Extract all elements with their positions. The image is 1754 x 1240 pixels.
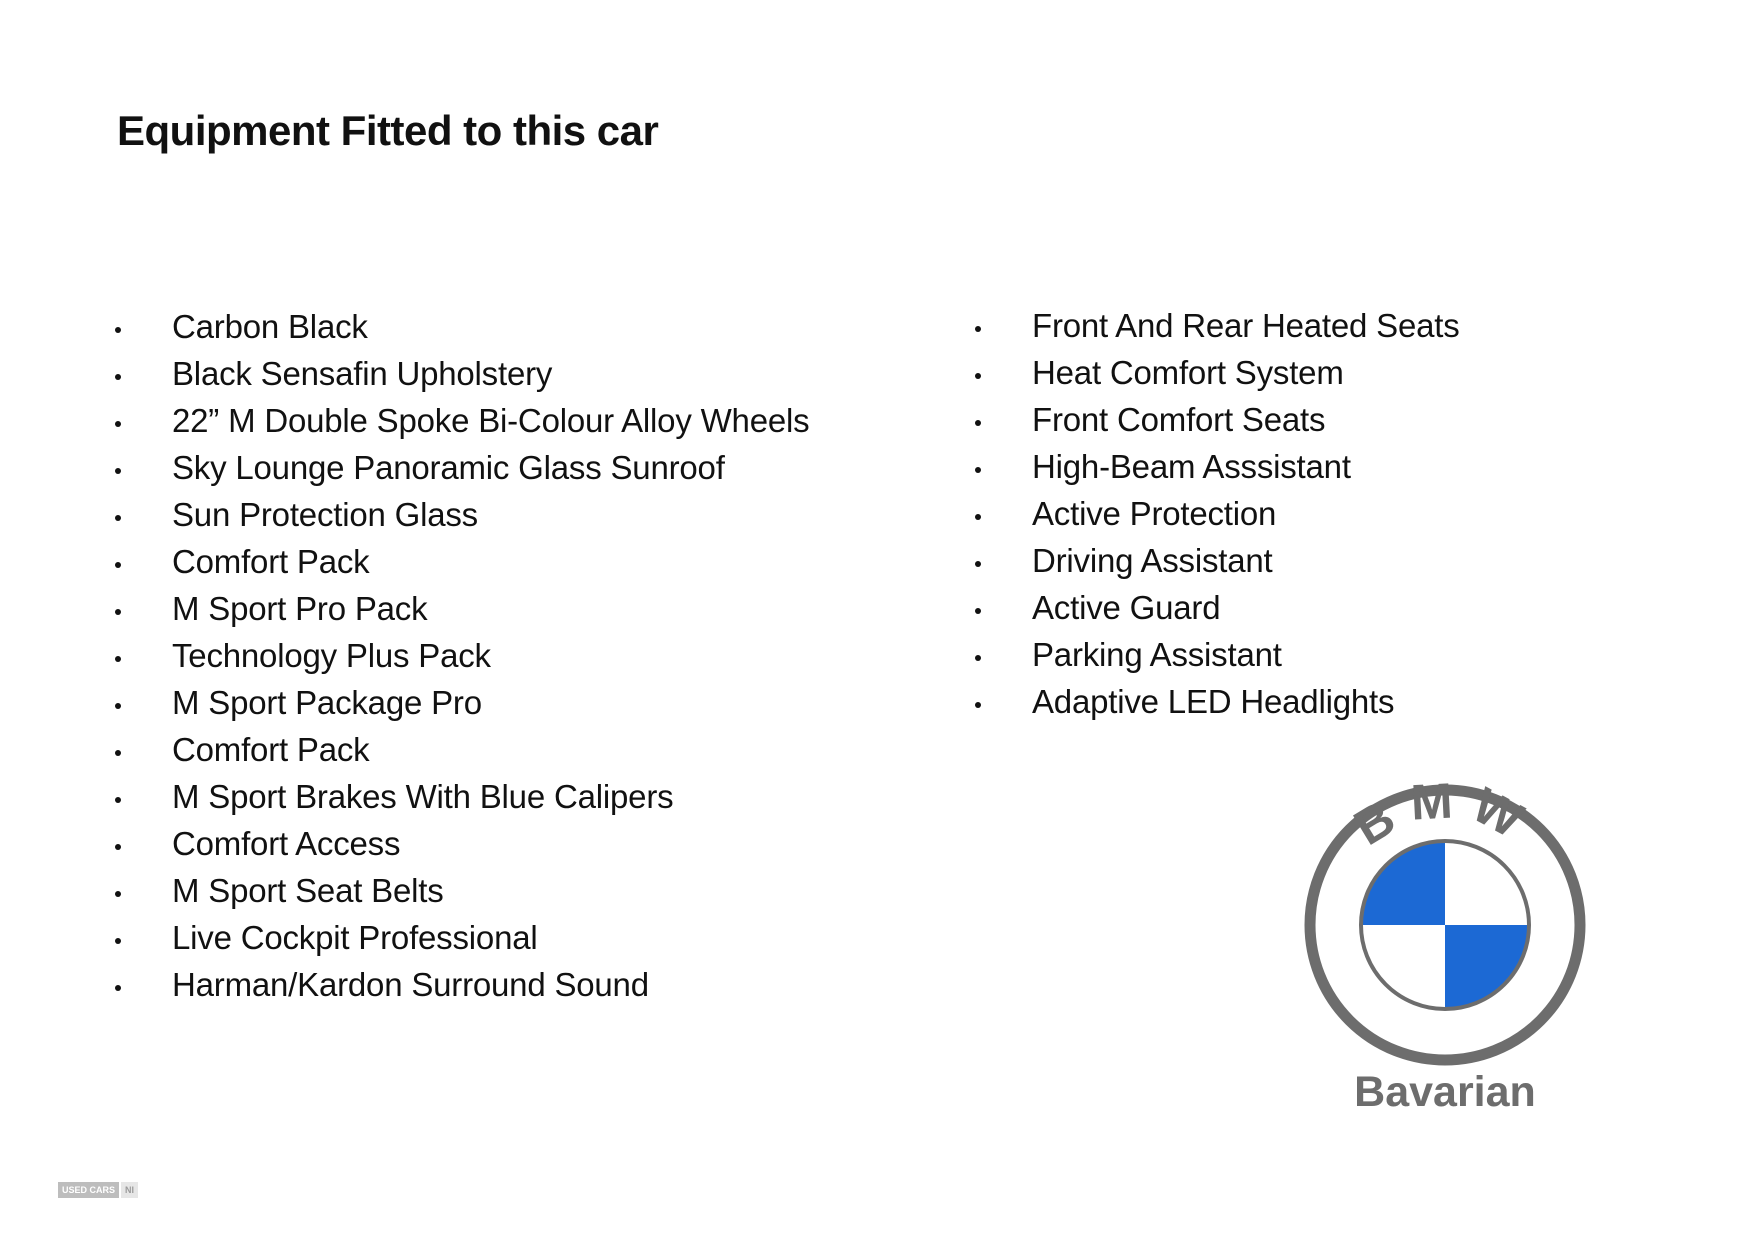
page-title: Equipment Fitted to this car	[117, 107, 659, 154]
equipment-list-right	[975, 302, 1595, 725]
bmw-roundel-icon	[1302, 782, 1588, 1068]
equipment-item: Active Guard	[975, 584, 1595, 631]
equipment-item: Parking Assistant	[975, 631, 1595, 678]
equipment-item: Front And Rear Heated Seats	[975, 302, 1595, 349]
logo-letters: BMW	[1344, 782, 1545, 857]
equipment-item: Sky Lounge Panoramic Glass Sunroof	[115, 444, 835, 491]
equipment-item: M Sport Brakes With Blue Calipers	[115, 773, 835, 820]
equipment-item: Front Comfort Seats	[975, 396, 1595, 443]
equipment-item: Harman/Kardon Surround Sound	[115, 961, 835, 1008]
equipment-item: M Sport Package Pro	[115, 679, 835, 726]
equipment-item: M Sport Seat Belts	[115, 867, 835, 914]
equipment-item: Carbon Black	[115, 303, 835, 350]
equipment-item: Adaptive LED Headlights	[975, 678, 1595, 725]
equipment-item: Comfort Pack	[115, 538, 835, 585]
equipment-item: Comfort Access	[115, 820, 835, 867]
used-cars-badge	[58, 1182, 138, 1198]
equipment-list-left	[115, 303, 835, 1008]
equipment-item: Driving Assistant	[975, 537, 1595, 584]
equipment-item: Live Cockpit Professional	[115, 914, 835, 961]
equipment-item: Sun Protection Glass	[115, 491, 835, 538]
equipment-item: Active Protection	[975, 490, 1595, 537]
equipment-item: Comfort Pack	[115, 726, 835, 773]
equipment-item: Technology Plus Pack	[115, 632, 835, 679]
badge-label: USED CARS	[58, 1182, 119, 1198]
equipment-item: M Sport Pro Pack	[115, 585, 835, 632]
equipment-item: High-Beam Asssistant	[975, 443, 1595, 490]
badge-suffix: NI	[121, 1182, 138, 1198]
equipment-item: Heat Comfort System	[975, 349, 1595, 396]
equipment-item: Black Sensafin Upholstery	[115, 350, 835, 397]
bmw-logo	[1302, 782, 1588, 1068]
dealer-name: Bavarian	[1354, 1068, 1536, 1116]
equipment-item: 22” M Double Spoke Bi-Colour Alloy Wheels	[115, 397, 835, 444]
